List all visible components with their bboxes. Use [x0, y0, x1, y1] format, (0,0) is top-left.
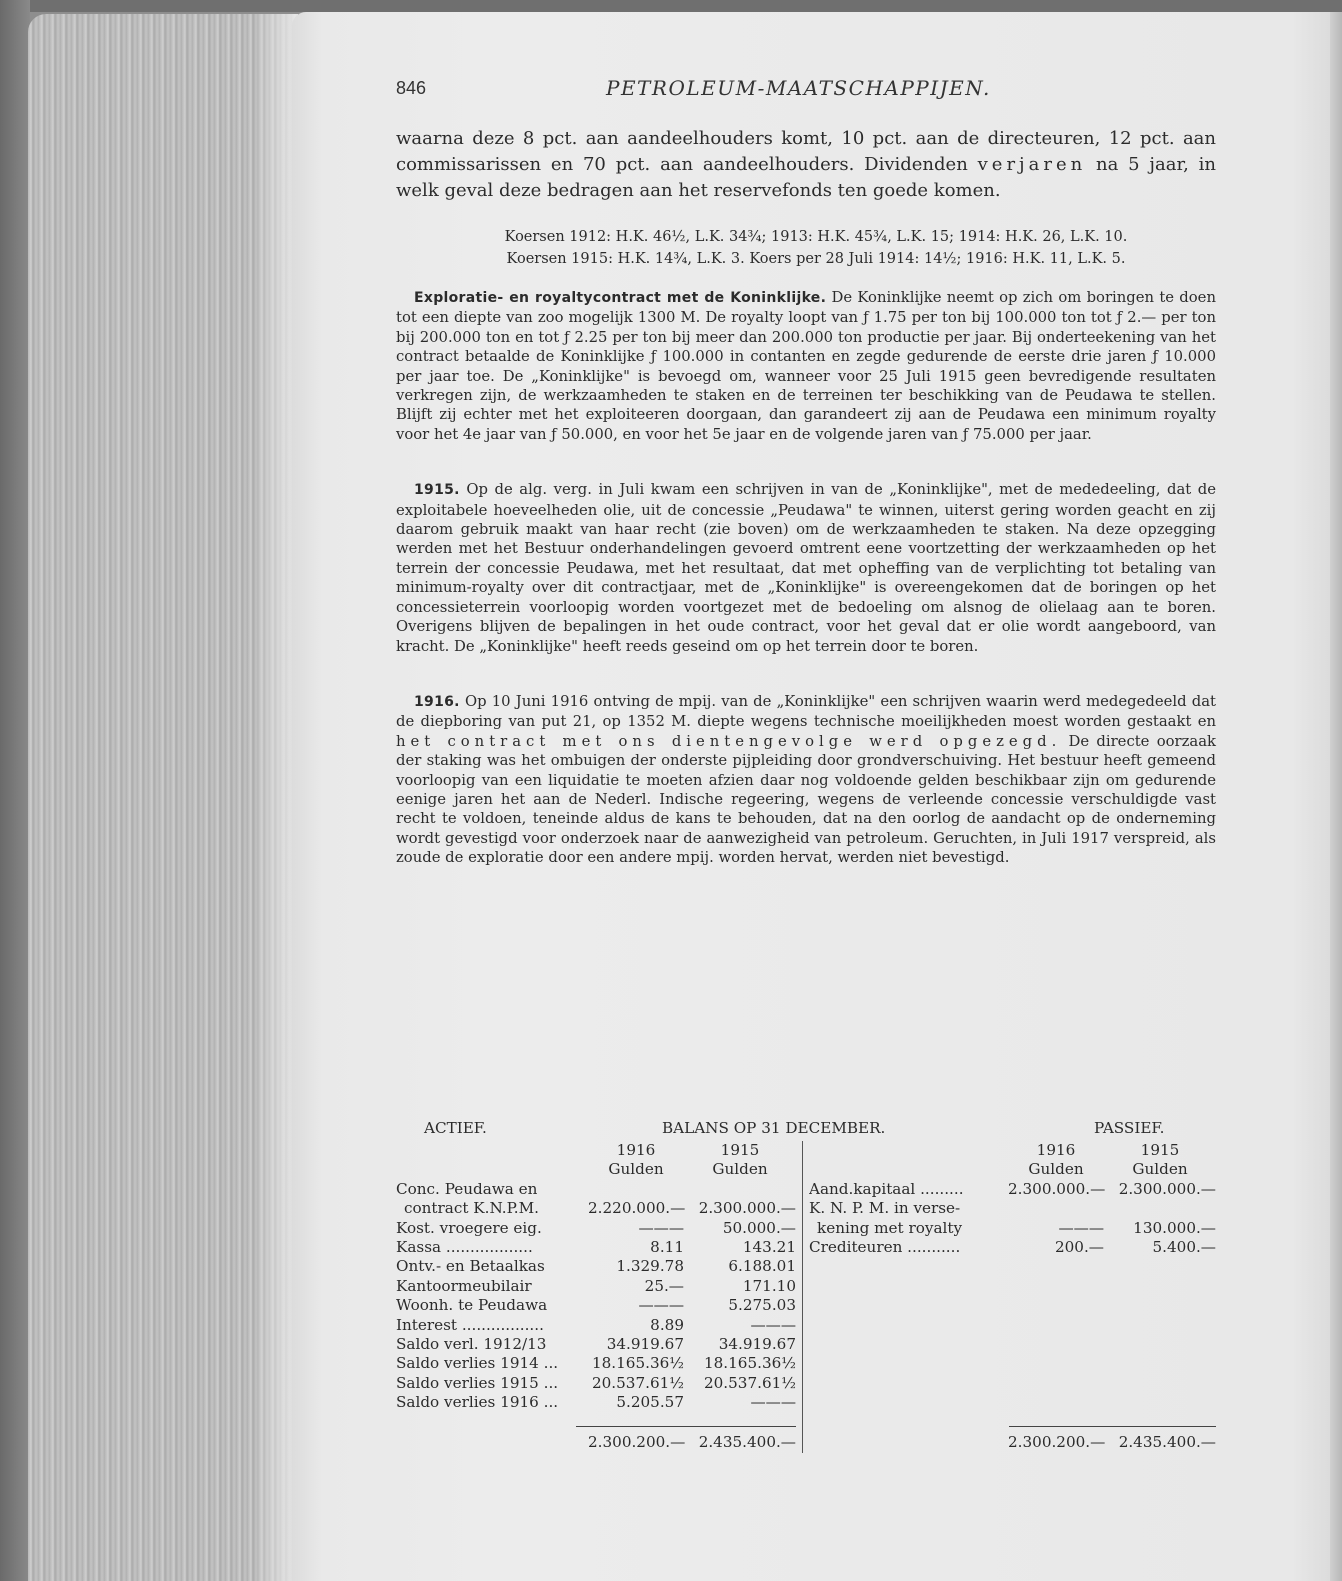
assets-currency-row: [396, 1160, 796, 1179]
liabilities-year-1916: 1916: [1036, 1141, 1076, 1159]
assets-total-1916: 2.300.200.—: [588, 1433, 686, 1452]
asset-row: [396, 1316, 796, 1335]
liability-row: [809, 1238, 1216, 1257]
liability-row: [809, 1199, 1216, 1218]
liability-label: K. N. P. M. in verse-: [809, 1199, 961, 1218]
asset-value-1916: [588, 1180, 684, 1199]
asset-value-1915: 171.10: [742, 1276, 796, 1295]
liability-value-1916: ———: [1058, 1218, 1104, 1237]
scan-top-edge: [0, 0, 1342, 12]
asset-label: Saldo verlies 1914 ...: [396, 1354, 559, 1373]
asset-label: Kantoormeubilair: [396, 1276, 532, 1295]
liabilities-currency-1916: Gulden: [1028, 1160, 1084, 1179]
contract-text: De Koninklijke neemt op zich om boringen te doen tot een diepte van zoo mogelijk 1300 M. De royalty loopt van ƒ 1.75 per ton bij 100.000 ton tot ƒ 2.— per ton bij 200.000 ton en tot ƒ 2.25 per ton bij meer dan 200.000 ton productie per jaar. Bij onderteekening van het contract betaalde de Koninklijke ƒ 100.000 in contanten en zegde gedurende de eerste drie jaren ƒ 10.000 per jaar toe. De „Koninklijke" is bevoegd om, wanneer voor 25 Juli 1915 geen bevredigende resultaten verkregen zijn, de werkzaamheden te staken en de terreinen ter beschikking van de Peudawa te stellen. Blijft zij echter met het exploiteeren doorgaan, dan garandeert zij aan de Peudawa een minimum royalty voor het 4e jaar van ƒ 50.000, en voor het 5e jaar en de volgende jaren van ƒ 75.000 per jaar.: [396, 289, 1216, 443]
page-content: [396, 70, 1216, 868]
liabilities-total-rule: [1009, 1416, 1216, 1427]
asset-label: Ontv.- en Betaalkas: [396, 1257, 545, 1276]
section-1916-text-b: De directe oorzaak der staking was het ombuigen der onderste pijpleiding door grondverschuiving. Het bestuur heeft gemeend voorloopig van een liquidatie te moeten afzien daar nog voldoende gelden beschikbaar zijn om gedurende eenige jaren het aan de Nederl. Indische regeering, wegens de verleende concessie verschuldigde vast recht te voldoen, teneinde aldus de kans te behouden, dat na den oorlog de aandacht op de onderneming wordt gevestigd voor onderzoek naar de aanwezigheid van petroleum. Geruchten, in Juli 1917 verspreid, als zoude de exploratie door een andere mpij. worden hervat, werden niet bevestigd.: [396, 732, 1216, 867]
liability-label: Crediteuren ...........: [809, 1237, 961, 1256]
liability-value-1916: 200.—: [1054, 1237, 1104, 1256]
section-1916-paragraph: [396, 692, 1216, 868]
asset-row: [396, 1199, 796, 1218]
quotes-line-2: Koersen 1915: H.K. 14¾, L.K. 3. Koers per 28 Juli 1914: 14½; 1916: H.K. 11, L.K. 5.: [506, 251, 1126, 267]
asset-label: Saldo verl. 1912/13: [396, 1334, 547, 1353]
liability-value-1916: [1008, 1199, 1104, 1218]
asset-value-1916: 8.89: [650, 1315, 684, 1334]
balance-title: BALANS OP 31 DECEMBER.: [662, 1119, 886, 1137]
asset-label: contract K.N.P.M.: [404, 1199, 539, 1218]
asset-value-1916: 5.205.57: [616, 1393, 684, 1412]
section-1916-heading: 1916.: [414, 693, 460, 710]
asset-row: [396, 1374, 796, 1393]
page-number: 846: [396, 78, 427, 98]
liabilities-spacer: [809, 1257, 1216, 1412]
asset-value-1916: 18.165.36½: [591, 1354, 684, 1373]
assets-year-1916: 1916: [616, 1141, 656, 1159]
page-header: [396, 70, 1216, 110]
asset-row: [396, 1393, 796, 1412]
section-1916-spaced-text: het contract met ons dientengevolge werd opgezegd.: [396, 732, 1062, 750]
asset-row: [396, 1238, 796, 1257]
liability-value-1915: [1104, 1199, 1216, 1218]
asset-row: [396, 1219, 796, 1238]
asset-value-1915: 143.21: [742, 1237, 796, 1256]
asset-value-1916: ———: [638, 1296, 684, 1315]
intro-paragraph: [396, 126, 1216, 204]
asset-value-1916: 20.537.61½: [591, 1373, 684, 1392]
asset-label: Kost. vroegere eig.: [396, 1218, 542, 1237]
asset-value-1915: 50.000.—: [722, 1218, 796, 1237]
liabilities-currency-row: [809, 1160, 1216, 1179]
assets-year-row: [396, 1141, 796, 1160]
share-quotes: [396, 226, 1216, 270]
asset-row: [396, 1335, 796, 1354]
section-1915-text: Op de alg. verg. in Juli kwam een schrijven in van de „Koninklijke", met de mededeeling, dat de exploitabele hoeveelheden olie, uit de concessie „Peudawa" te winnen, uiterst gering worden geacht en zij daarom gebruik maakt van haar recht (zie boven) om de werkzaamheden te staken. Na deze opzegging werden met het Bestuur onderhandelingen gevoerd omtrent eene voortzetting der werkzaamheden op het terrein der concessie Peudawa, met het resultaat, dat met opheffing van de verplichting tot betaling van minimum-royalty over dit contractjaar, met de „Koninklijke" is overeengekomen dat de boringen op het concessieterrein voorloopig worden voortgezet met de bedoeling om alsnog de olielaag aan te boren. Overigens blijven de bepalingen in het oude contract, voor het geval dat er olie wordt aangeboord, van kracht. De „Koninklijke" heeft reeds geseind om op het terrein door te boren.: [396, 481, 1216, 655]
liability-label: Aand.kapitaal .........: [809, 1179, 964, 1198]
section-1915-paragraph: [396, 480, 1216, 656]
intro-text-2: na 5 jaar, in welk geval deze bedragen aan het reservefonds ten goede komen.: [396, 154, 1216, 201]
actief-label: ACTIEF.: [424, 1119, 487, 1137]
asset-label: Saldo verlies 1915 ...: [396, 1373, 559, 1392]
asset-value-1915: 20.537.61½: [703, 1373, 796, 1392]
passief-label: PASSIEF.: [1094, 1119, 1165, 1137]
liability-value-1915: 130.000.—: [1133, 1218, 1216, 1237]
contract-paragraph: [396, 288, 1216, 444]
asset-value-1916: 8.11: [650, 1237, 684, 1256]
balance-columns: [396, 1141, 1216, 1453]
asset-value-1915: 18.165.36½: [703, 1354, 796, 1373]
asset-value-1915: ———: [750, 1393, 796, 1412]
intro-spaced-word: verjaren: [977, 154, 1087, 175]
liabilities-total-1915: 2.435.400.—: [1118, 1433, 1216, 1452]
asset-label: Kassa ..................: [396, 1237, 533, 1256]
assets-year-1915: 1915: [720, 1141, 760, 1159]
liability-row: [809, 1180, 1216, 1199]
quotes-line-1: Koersen 1912: H.K. 46½, L.K. 34¾; 1913: H.K. 45¾, L.K. 15; 1914: H.K. 26, L.K. 10.: [504, 229, 1128, 245]
liability-row: [809, 1219, 1216, 1238]
asset-value-1915: 6.188.01: [728, 1257, 796, 1276]
asset-value-1916: 34.919.67: [606, 1334, 684, 1353]
asset-label: Woonh. te Peudawa: [396, 1296, 548, 1315]
asset-row: [396, 1277, 796, 1296]
liability-value-1915: 5.400.—: [1152, 1237, 1216, 1256]
assets-total-rule: [576, 1416, 796, 1427]
asset-row: [396, 1354, 796, 1373]
balance-sheet: [396, 1115, 1216, 1453]
book-page-edges: [28, 14, 298, 1581]
asset-row: [396, 1180, 796, 1199]
contract-heading: Exploratie- en royaltycontract met de Koninklijke.: [414, 290, 827, 306]
intro-text-1: waarna deze 8 pct. aan aandeelhouders komt, 10 pct. aan de directeuren, 12 pct. aan commissarissen en 70 pct. aan aandeelhouders. Dividenden: [396, 128, 1216, 175]
liabilities-total-row: [809, 1433, 1216, 1452]
asset-value-1915: ———: [750, 1315, 796, 1334]
asset-value-1915: 34.919.67: [718, 1334, 796, 1353]
scan-left-shadow: [0, 0, 30, 1581]
assets-total-1915: 2.435.400.—: [698, 1433, 796, 1452]
assets-total-row: [396, 1433, 796, 1452]
assets-currency-1915: Gulden: [712, 1160, 768, 1179]
section-1915-heading: 1915.: [414, 482, 460, 499]
liabilities-year-row: [809, 1141, 1216, 1160]
asset-value-1916: ———: [638, 1218, 684, 1237]
asset-value-1915: 5.275.03: [728, 1296, 796, 1315]
liabilities-total-1916: 2.300.200.—: [1008, 1433, 1106, 1452]
liability-value-1915: 2.300.000.—: [1118, 1179, 1216, 1198]
liabilities-year-1915: 1915: [1140, 1141, 1180, 1159]
asset-value-1916: 2.220.000.—: [588, 1199, 686, 1218]
liabilities-currency-1915: Gulden: [1132, 1160, 1188, 1179]
asset-label: Interest .................: [396, 1315, 544, 1334]
asset-value-1916: 25.—: [644, 1276, 684, 1295]
asset-value-1915: 2.300.000.—: [698, 1199, 796, 1218]
page-right-edge: [1330, 12, 1342, 1581]
asset-label: Saldo verlies 1916 ...: [396, 1393, 559, 1412]
assets-currency-1916: Gulden: [608, 1160, 664, 1179]
liability-label: kening met royalty: [817, 1218, 963, 1237]
asset-value-1916: 1.329.78: [616, 1257, 684, 1276]
section-1916-text-a: Op 10 Juni 1916 ontving de mpij. van de „Koninklijke" een schrijven waarin werd medegedeeld dat de diepboring van put 21, op 1352 M. diepte wegens technische moeilijkheden moest worden gestaakt en: [396, 692, 1216, 731]
assets-column: [396, 1141, 803, 1453]
liabilities-column: [803, 1141, 1216, 1453]
balance-header: [396, 1115, 1216, 1141]
asset-row: [396, 1257, 796, 1276]
asset-label: Conc. Peudawa en: [396, 1179, 538, 1198]
asset-row: [396, 1296, 796, 1315]
asset-value-1915: [684, 1180, 796, 1199]
liability-value-1916: 2.300.000.—: [1008, 1179, 1106, 1198]
running-title: PETROLEUM-MAATSCHAPPIJEN.: [606, 76, 991, 100]
